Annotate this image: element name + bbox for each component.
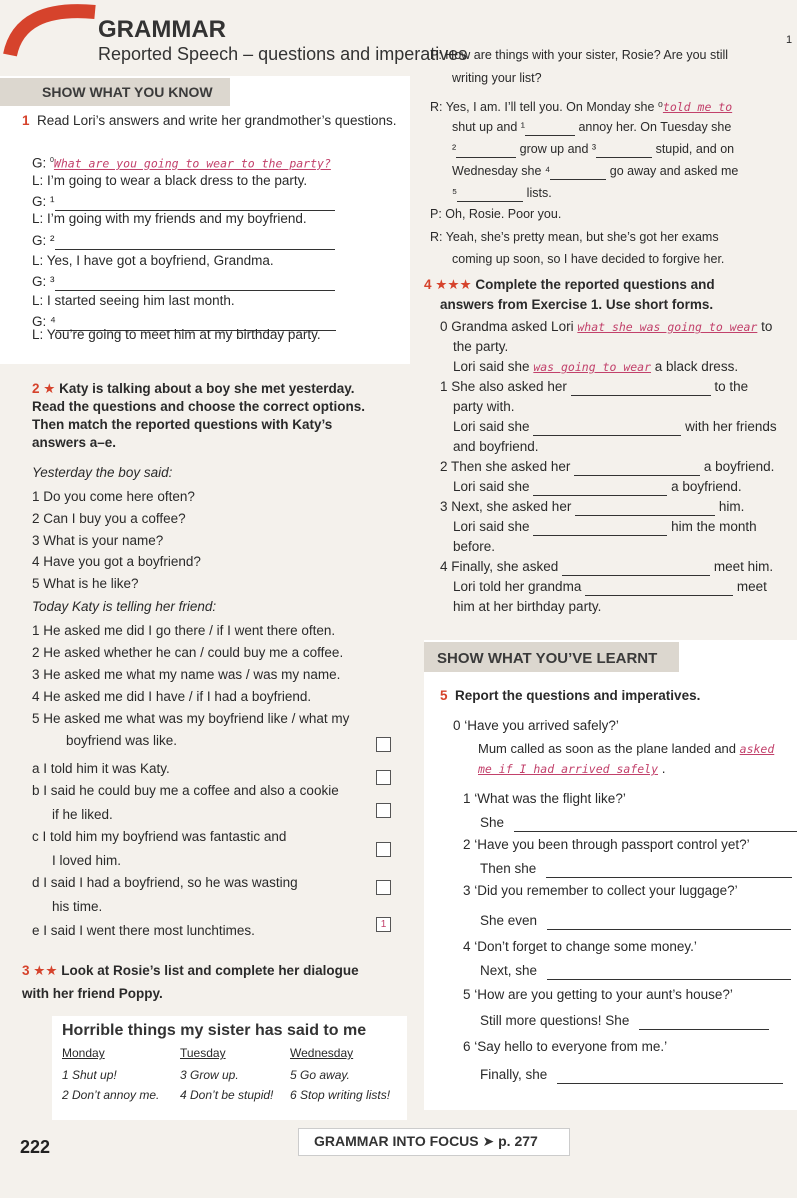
ex5-title: 5 Report the questions and imperatives. xyxy=(440,688,701,703)
ex3-l2: with her friend Poppy. xyxy=(22,986,163,1001)
ex5-q5b: Still more questions! She xyxy=(480,1012,769,1030)
ex2-l3: Then match the reported questions with Katy’s xyxy=(32,417,333,432)
ex1-l2: L: I’m going with my friends and my boyfriend. xyxy=(32,211,307,226)
list-item-1: 1 Shut up! xyxy=(62,1068,117,1082)
section-title: GRAMMAR xyxy=(98,16,226,43)
ex2-c2: I loved him. xyxy=(52,853,122,868)
ex4-s1c: party with. xyxy=(453,399,515,414)
ex2-l4: answers a–e. xyxy=(32,435,117,450)
ex2-d: d I said I had a boyfriend, so he was wasting xyxy=(32,875,298,890)
ex4-s3e: before. xyxy=(453,539,496,554)
ex3-l1: 3 ★★ Look at Rosie’s list and complete her dialogue xyxy=(22,963,359,978)
ex4-s1d: Lori said she with her friends xyxy=(453,419,777,434)
ex5-q1: 1 ‘What was the flight like?’ xyxy=(463,791,626,806)
ex2-r4: 4 He asked me did I have / if I had a boyfriend. xyxy=(32,689,312,704)
ex1-l5: L: You’re going to meet him at my birthday party. xyxy=(32,327,321,342)
ex2-r2: 2 He asked whether he can / could buy me a coffee. xyxy=(32,645,344,660)
dlg-r6b: coming up soon, so I have decided to forgive her. xyxy=(452,252,725,266)
ex5-q0: 0 ‘Have you arrived safely?’ xyxy=(453,718,619,733)
ex4-s4a: 4 Finally, she asked meet him. xyxy=(440,559,774,574)
list-item-2: 2 Don’t annoy me. xyxy=(62,1088,160,1102)
ex1-g3: G: ³ xyxy=(32,273,335,291)
ex1-example: G: $^0$What are you going to wear to the party? xyxy=(32,155,331,171)
ex1-l1: L: I’m going to wear a black dress to the party. xyxy=(32,173,308,188)
dlg-r4: Wednesday she ⁴ go away and asked me xyxy=(452,164,739,178)
ex4-s2c: Lori said she a boyfriend. xyxy=(453,479,742,494)
answer-box-3[interactable] xyxy=(376,803,391,818)
list-item-5: 5 Go away. xyxy=(290,1068,350,1082)
dlg-r6: R: Yeah, she’s pretty mean, but she’s got her exams xyxy=(430,230,719,244)
ex5-q5: 5 ‘How are you getting to your aunt’s house?’ xyxy=(463,987,733,1002)
ex1-g1: G: ¹ xyxy=(32,193,335,211)
ex4-s4e: him at her birthday party. xyxy=(453,599,602,614)
list-item-6: 6 Stop writing lists! xyxy=(290,1088,391,1102)
ex2-q2: 2 Can I buy you a coffee? xyxy=(32,511,186,526)
ex5-q4: 4 ‘Don’t forget to change some money.’ xyxy=(463,939,697,954)
ex2-r3: 3 He asked me what my name was / was my name. xyxy=(32,667,341,682)
list-title: Horrible things my sister has said to me xyxy=(62,1022,367,1039)
list-item-3: 3 Grow up. xyxy=(180,1068,239,1082)
ex2-q3: 3 What is your name? xyxy=(32,533,164,548)
ex4-s1f: and boyfriend. xyxy=(453,439,539,454)
corner-number: 1 xyxy=(786,34,793,46)
ex2-q5: 5 What is he like? xyxy=(32,576,139,591)
answer-box-e[interactable]: 1 xyxy=(376,917,391,932)
ex1-instruction: 1 Read Lori’s answers and write her grandmother’s questions. xyxy=(22,113,397,128)
answer-box-2[interactable] xyxy=(376,770,391,785)
box-heading: SHOW WHAT YOU KNOW xyxy=(42,84,213,100)
ex2-r1: 1 He asked me did I go there / if I went there often. xyxy=(32,623,336,638)
learnt-heading: SHOW WHAT YOU’VE LEARNT xyxy=(437,650,658,667)
list-day-2: Tuesday xyxy=(180,1046,226,1060)
ex4-s4c: Lori told her grandma meet xyxy=(453,579,767,594)
ex1-g4: G: ⁴ xyxy=(32,313,336,331)
answer-box-5[interactable] xyxy=(376,880,391,895)
ex2-b2: if he liked. xyxy=(52,807,113,822)
dlg-p2: P: Oh, Rosie. Poor you. xyxy=(430,207,562,221)
ex2-q4: 4 Have you got a boyfriend? xyxy=(32,554,201,569)
dlg-r1: R: Yes, I am. I’ll tell you. On Monday she ⁰told me to xyxy=(430,100,733,114)
grammar-into-focus-link[interactable]: GRAMMAR INTO FOCUS ➤ p. 277 xyxy=(314,1133,538,1149)
ex1-l3: L: Yes, I have got a boyfriend, Grandma. xyxy=(32,253,274,268)
ex2-l1: 2 ★ Katy is talking about a boy she met yesterday. xyxy=(32,381,355,396)
dlg-r5: ⁵ lists. xyxy=(452,186,552,200)
dlg-r2: shut up and ¹ annoy her. On Tuesday she xyxy=(452,120,732,134)
ex4-s1a: 1 She also asked her to the xyxy=(440,379,749,394)
ex2-said: Yesterday the boy said: xyxy=(32,465,173,480)
ex2-d2: his time. xyxy=(52,899,103,914)
ex2-e: e I said I went there most lunchtimes. xyxy=(32,923,255,938)
ex4-s3a: 3 Next, she asked her him. xyxy=(440,499,745,514)
ex2-c: c I told him my boyfriend was fantastic and xyxy=(32,829,287,844)
ex5-q0b: Mum called as soon as the plane landed and asked xyxy=(478,741,775,756)
ex4-z2: the party. xyxy=(453,339,509,354)
ex5-q2b: Then she xyxy=(480,860,792,878)
dlg-p1: P: How are things with your sister, Rosie? Are you still xyxy=(430,48,729,62)
page-number: 222 xyxy=(20,1137,51,1157)
ex5-q2: 2 ‘Have you been through passport control yet?’ xyxy=(463,837,750,852)
ex2-r5b: boyfriend was like. xyxy=(66,733,178,748)
list-day-1: Monday xyxy=(62,1046,105,1060)
ex2-b: b I said he could buy me a coffee and also a cookie xyxy=(32,783,339,798)
ex4-z3: Lori said she was going to wear a black dress. xyxy=(453,359,739,374)
answer-box-4[interactable] xyxy=(376,842,391,857)
ex4-s3c: Lori said she him the month xyxy=(453,519,757,534)
dlg-r3: ² grow up and ³ stupid, and on xyxy=(452,142,735,156)
ex4-s2a: 2 Then she asked her a boyfriend. xyxy=(440,459,775,474)
ex5-q3: 3 ‘Did you remember to collect your luggage?’ xyxy=(463,883,738,898)
ex4-l2: answers from Exercise 1. Use short forms. xyxy=(440,297,714,312)
ex5-q6: 6 ‘Say hello to everyone from me.’ xyxy=(463,1039,668,1054)
ex5-q0c: me if I had arrived safely . xyxy=(478,761,666,776)
ex5-q1b: She xyxy=(480,814,797,832)
ex5-q3b: She even xyxy=(480,912,791,930)
ex4-l1: 4 ★★★ Complete the reported questions and xyxy=(424,277,715,292)
section-subtitle: Reported Speech – questions and imperatives xyxy=(98,44,468,64)
ex2-telling: Today Katy is telling her friend: xyxy=(32,599,217,614)
list-item-4: 4 Don’t be stupid! xyxy=(180,1088,274,1102)
list-day-3: Wednesday xyxy=(290,1046,354,1060)
ex2-q1: 1 Do you come here often? xyxy=(32,489,195,504)
ex2-a: a I told him it was Katy. xyxy=(32,761,170,776)
ex2-r5: 5 He asked me what was my boyfriend like / what my xyxy=(32,711,350,726)
ex1-l4: L: I started seeing him last month. xyxy=(32,293,235,308)
ex5-q6b: Finally, she xyxy=(480,1066,783,1084)
ex2-l2: Read the questions and choose the correct options. xyxy=(32,399,366,414)
dlg-p1b: writing your list? xyxy=(452,71,542,85)
answer-box-1[interactable] xyxy=(376,737,391,752)
ex4-z1: 0 Grandma asked Lori what she was going to wear to xyxy=(440,319,773,334)
ex5-q4b: Next, she xyxy=(480,962,791,980)
ex1-g2: G: ² xyxy=(32,232,335,250)
